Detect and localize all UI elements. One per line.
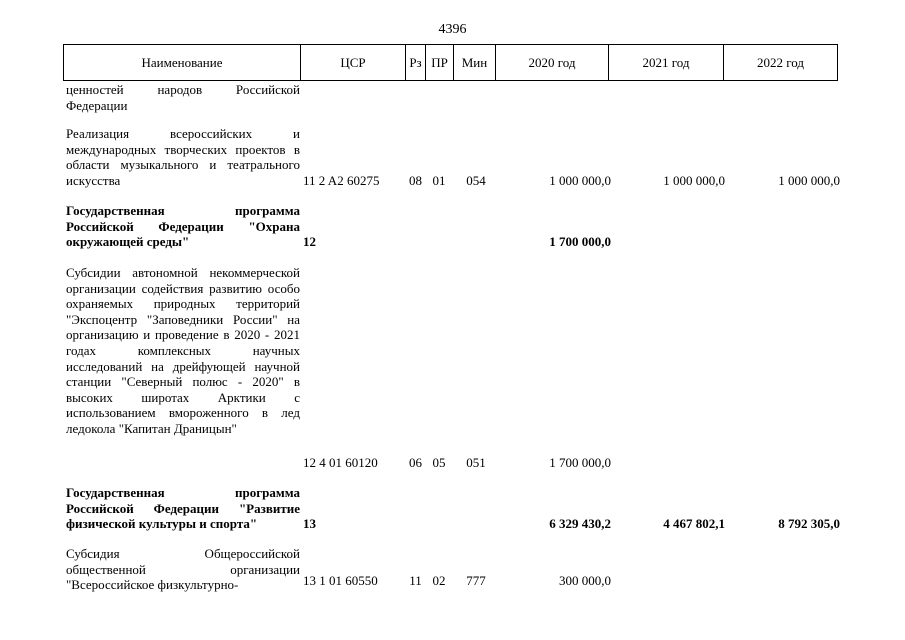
header-rz: Рз bbox=[406, 45, 426, 81]
row-csr: 11 2 A2 60275 bbox=[303, 173, 380, 188]
row-name: Государственная программа Российской Федерации "Развитие физической культуры и спорта" bbox=[66, 485, 300, 532]
row-name: Субсидия Общероссийской общественной организации "Всероссийское физкультурно- bbox=[66, 546, 300, 593]
row-csr: 13 bbox=[303, 516, 316, 531]
row-2020: 6 329 430,2 bbox=[549, 516, 611, 531]
header-name: Наименование bbox=[64, 45, 301, 81]
header-min: Мин bbox=[454, 45, 496, 81]
header-2020: 2020 год bbox=[496, 45, 609, 81]
row-min: 051 bbox=[466, 455, 486, 470]
row-name: Реализация всероссийских и международных творческих проектов в области музыкального и театрального искусства bbox=[66, 126, 300, 188]
row-rz: 11 bbox=[409, 573, 422, 588]
row-name: Субсидии автономной некоммерческой организации содействия развитию особо охраняемых природных территорий "Экспоцентр "Заповедники России" на организацию и проведение в 2020 - 2021 годах комплексных научных исследований на дрейфующей научной станции "Северный полюс - 2020" в высоких широтах Арктики с использованием вмороженного в лед ледокола "Капитан Драницын" bbox=[66, 265, 300, 436]
header-csr: ЦСР bbox=[301, 45, 406, 81]
row-min: 054 bbox=[466, 173, 486, 188]
row-rz: 06 bbox=[409, 455, 422, 470]
row-2020: 1 000 000,0 bbox=[549, 173, 611, 188]
row-pr: 05 bbox=[432, 455, 446, 470]
row-rz: 08 bbox=[409, 173, 422, 188]
row-name: ценностей народов Российской Федерации bbox=[66, 82, 300, 113]
row-2022: 8 792 305,0 bbox=[778, 516, 840, 531]
row-csr: 13 1 01 60550 bbox=[303, 573, 378, 588]
header-pr: ПР bbox=[426, 45, 454, 81]
row-2020: 1 700 000,0 bbox=[549, 234, 611, 249]
row-2022: 1 000 000,0 bbox=[778, 173, 840, 188]
table-header bbox=[63, 44, 838, 81]
row-pr: 02 bbox=[432, 573, 446, 588]
row-2020: 300 000,0 bbox=[559, 573, 611, 588]
page-number: 4396 bbox=[438, 22, 467, 37]
row-pr: 01 bbox=[432, 173, 446, 188]
row-csr: 12 bbox=[303, 234, 316, 249]
row-name: Государственная программа Российской Федерации "Охрана окружающей среды" bbox=[66, 203, 300, 250]
row-min: 777 bbox=[466, 573, 486, 588]
row-csr: 12 4 01 60120 bbox=[303, 455, 378, 470]
row-2021: 1 000 000,0 bbox=[663, 173, 725, 188]
row-2020: 1 700 000,0 bbox=[549, 455, 611, 470]
header-2022: 2022 год bbox=[724, 45, 838, 81]
header-2021: 2021 год bbox=[609, 45, 724, 81]
row-2021: 4 467 802,1 bbox=[663, 516, 725, 531]
